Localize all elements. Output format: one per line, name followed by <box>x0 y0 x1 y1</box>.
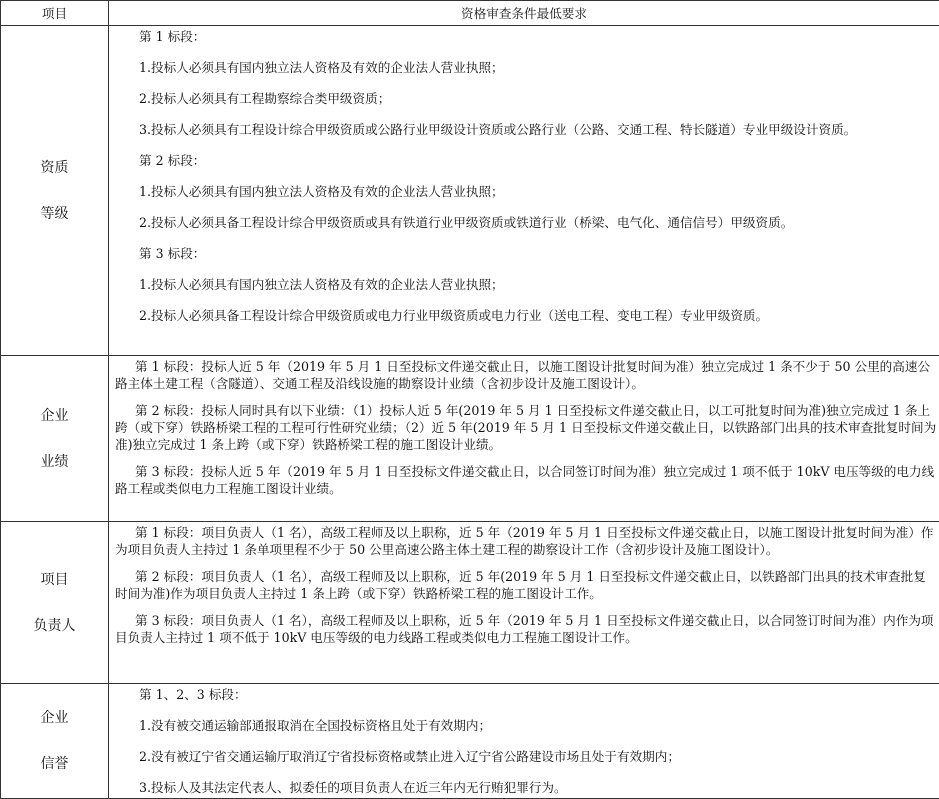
requirement-line: 1.投标人必须具有国内独立法人资格及有效的企业法人营业执照； <box>115 59 937 76</box>
header-row <box>1 1 939 26</box>
item-cell-reputation: 企业 信誉 <box>1 684 109 799</box>
section-heading: 第 2 标段： <box>115 152 937 169</box>
item-cell-qualification: 资质 等级 <box>1 26 109 356</box>
section-heading: 第 3 标段： <box>115 245 937 262</box>
section-heading: 第 1、2、3 标段： <box>115 686 937 703</box>
requirement-line: 3.投标人及其法定代表人、拟委任的项目负责人在近三年内无行贿犯罪行为。 <box>115 779 937 796</box>
requirement-line: 3.投标人必须具有工程设计综合甲级资质或公路行业甲级设计资质或公路行业（公路、交通工程、特长隧道）专业甲级设计资质。 <box>115 121 937 138</box>
requirement-paragraph: 第 3 标段：项目负责人（1 名），高级工程师及以上职称，近 5 年（2019 年 5 月 1 日至投标文件递交截止日，以合同签订时间为准）内作为项目负责人主持过 1 项不低于 10kV 电压等级的电力线路工程或类似电力工程施工图设计工作。 <box>115 612 937 646</box>
requirement-paragraph: 第 2 标段：项目负责人（1 名），高级工程师及以上职称，近 5 年(2019 年 5 月 1 日至投标文件递交截止日，以铁路部门出具的技术审查批复时间为准)作为项目负责人主持过 1 条上跨（或下穿）铁路桥梁工程的施工图设计工作。 <box>115 568 937 602</box>
table-row <box>1 356 939 522</box>
requirements-cell-project-lead <box>109 522 939 684</box>
header-requirements: 资格审查条件最低要求 <box>109 1 939 26</box>
requirement-paragraph: 第 2 标段：投标人同时具有以下业绩：（1）投标人近 5 年(2019 年 5 月 1 日至投标文件递交截止日，以工可批复时间为准)独立完成过 1 条上跨（或下穿）铁路桥梁工程的工程可行性研究业绩；（2）近 5 年(2019 年 5 月 1 日至投标文件递交截止日，以铁路部门出具的技术审查批复时间为准)独立完成过 1 条上跨（或下穿）铁路桥梁工程的施工图设计业绩。 <box>115 402 937 453</box>
requirement-line: 1.投标人必须具有国内独立法人资格及有效的企业法人营业执照； <box>115 276 937 293</box>
requirement-paragraph: 第 1 标段：项目负责人（1 名），高级工程师及以上职称，近 5 年（2019 年 5 月 1 日至投标文件递交截止日，以施工图设计批复时间为准）作为项目负责人主持过 1 条单项里程不少于 50 公里高速公路主体土建工程的勘察设计工作（含初步设计及施工图设计）。 <box>115 524 937 558</box>
item-cell-project-lead: 项目 负责人 <box>1 522 109 684</box>
section-heading: 第 1 标段： <box>115 28 937 45</box>
table-row <box>1 522 939 684</box>
requirement-line: 1.没有被交通运输部通报取消在全国投标资格且处于有效期内； <box>115 717 937 734</box>
requirement-paragraph: 第 1 标段：投标人近 5 年（2019 年 5 月 1 日至投标文件递交截止日，以施工图设计批复时间为准）独立完成过 1 条不少于 50 公里的高速公路主体土建工程（含隧道）、交通工程及沿线设施的勘察设计业绩（含初步设计及施工图设计）。 <box>115 358 937 392</box>
requirements-cell-qualification <box>109 26 939 356</box>
header-item: 项目 <box>1 1 109 26</box>
item-cell-performance: 企业 业绩 <box>1 356 109 522</box>
requirement-line: 2.投标人必须具备工程设计综合甲级资质或具有铁道行业甲级资质或铁道行业（桥梁、电气化、通信信号）甲级资质。 <box>115 214 937 231</box>
table-row <box>1 26 939 356</box>
requirements-cell-reputation <box>109 684 939 799</box>
requirements-cell-performance <box>109 356 939 522</box>
requirement-line: 1.投标人必须具有国内独立法人资格及有效的企业法人营业执照； <box>115 183 937 200</box>
requirement-line: 2.投标人必须具有工程勘察综合类甲级资质； <box>115 90 937 107</box>
table-row <box>1 684 939 799</box>
requirement-line: 2.没有被辽宁省交通运输厅取消辽宁省投标资格或禁止进入辽宁省公路建设市场且处于有效期内； <box>115 748 937 765</box>
requirement-paragraph: 第 3 标段：投标人近 5 年（2019 年 5 月 1 日至投标文件递交截止日，以合同签订时间为准）独立完成过 1 项不低于 10kV 电压等级的电力线路工程或类似电力工程施工图设计业绩。 <box>115 463 937 497</box>
requirement-line: 2.投标人必须具备工程设计综合甲级资质或电力行业甲级资质或电力行业（送电工程、变电工程）专业甲级资质。 <box>115 307 937 324</box>
